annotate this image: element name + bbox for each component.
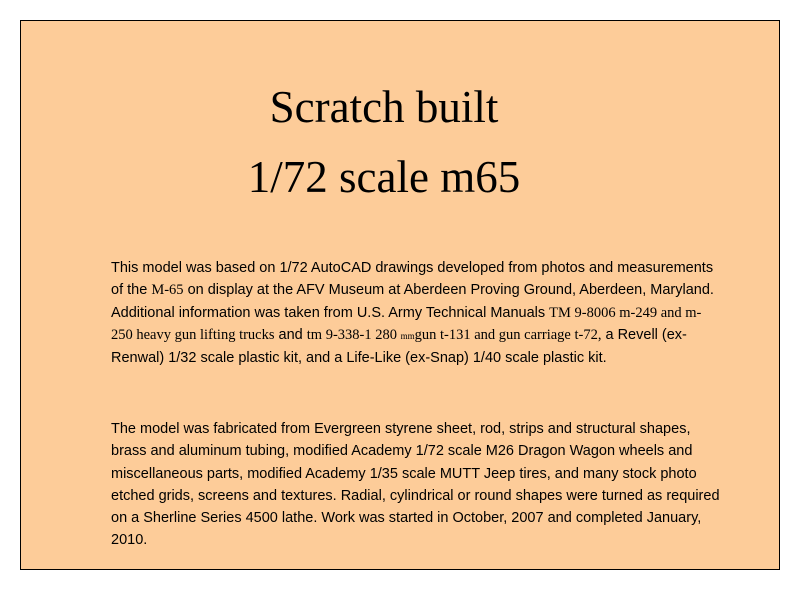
title-line-2: 1/72 scale m65: [247, 152, 521, 202]
description-paragraph-1: [111, 257, 721, 369]
slide: [20, 20, 780, 570]
p1-manual-1: TM 9-8006 m-249 and m-250 heavy gun lifting trucks: [111, 304, 702, 343]
p1-manual-2a: tm 9-338-1 280: [306, 326, 401, 343]
p1-text-a: This model was based on 1/72 AutoCAD drawings developed from photos and measurements of the: [111, 260, 714, 299]
p1-manual-2b: gun t-131 and gun carriage t-72,: [414, 326, 602, 343]
p1-text-b: on display at the AFV Museum at Aberdeen Proving Ground, Aberdeen, Maryland. Additional information was taken from U.S. Army Technical Manuals: [111, 282, 714, 321]
p1-text-d: a Revell (ex-Renwal) 1/32 scale plastic kit, and a Life-Like (ex-Snap) 1/40 scale plastic kit.: [111, 326, 687, 367]
description-paragraph-2: The model was fabricated from Evergreen styrene sheet, rod, strips and structural shapes, brass and aluminum tubing, modified Academy 1/72 scale M26 Dragon Wagon wheels and miscellaneous parts, modified Academy 1/35 scale MUTT Jeep tires, and many stock photo etched grids, screens and textures. Radial, cylindrical or round shapes were turned as required on a Sherline Series 4500 lathe. Work was started in October, 2007 and completed January, 2010.: [111, 421, 720, 549]
p1-text-c: and: [274, 326, 307, 343]
p1-manual-2-unit: mm: [400, 330, 415, 341]
slide-title: [21, 83, 747, 201]
title-line-1: Scratch built: [269, 82, 499, 132]
p1-model-name: M-65: [151, 282, 184, 299]
